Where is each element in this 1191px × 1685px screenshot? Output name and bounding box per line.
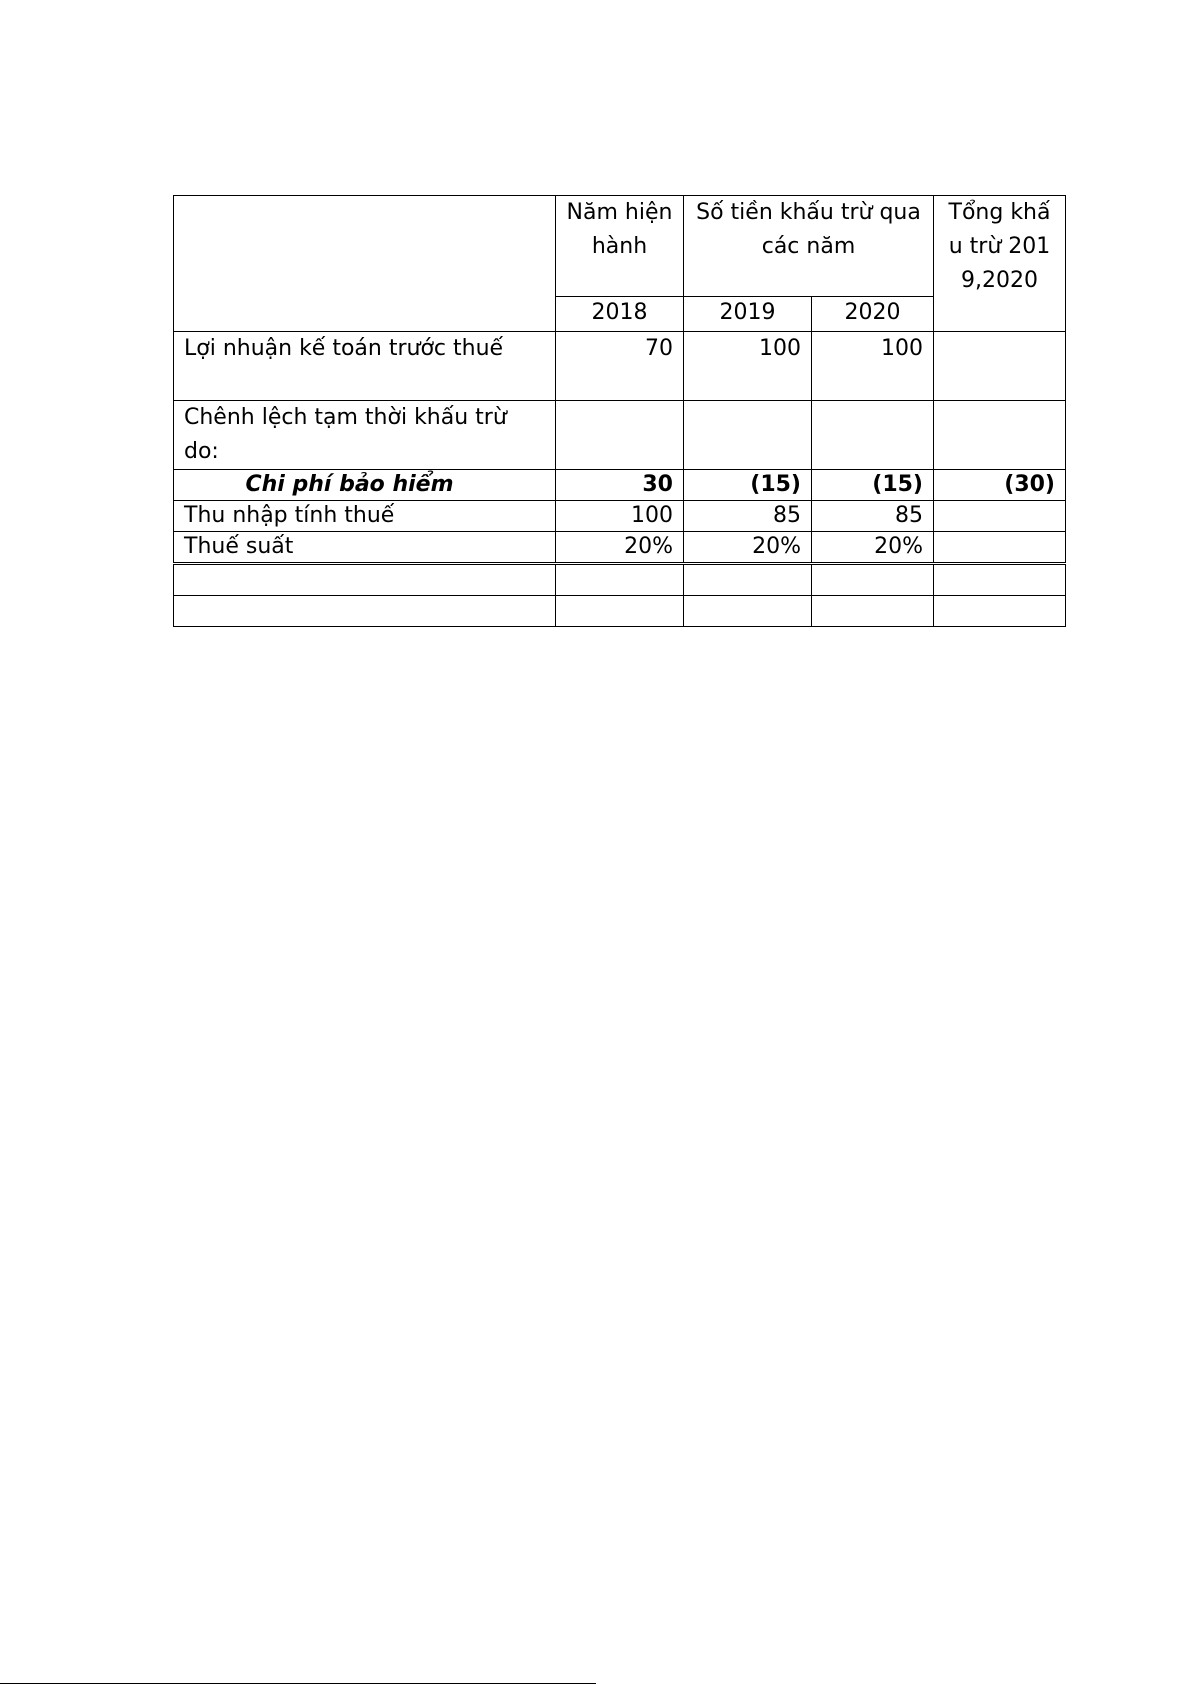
cell-total: [934, 401, 1066, 470]
cell-2018: 70: [556, 332, 684, 401]
empty-cell: [684, 564, 812, 596]
empty-cell: [174, 596, 556, 627]
cell-2018: 30: [556, 470, 684, 501]
empty-row: [174, 564, 1066, 596]
empty-cell: [556, 564, 684, 596]
table-row: [174, 532, 1066, 564]
empty-cell: [812, 564, 934, 596]
row-label: Thuế suất: [174, 532, 556, 564]
empty-cell: [934, 596, 1066, 627]
deferred-tax-table: [173, 195, 1066, 627]
cell-2020: 20%: [812, 532, 934, 564]
header-row: [174, 196, 1066, 297]
empty-row: [174, 596, 1066, 627]
cell-total: [934, 332, 1066, 401]
cell-2019: (15): [684, 470, 812, 501]
cell-total: (30): [934, 470, 1066, 501]
table-row: [174, 401, 1066, 470]
cell-2019: 85: [684, 501, 812, 532]
footnote-separator: [0, 1683, 596, 1684]
year-2019: 2019: [684, 297, 812, 332]
header-blank-cell: [174, 196, 556, 332]
row-label: Thu nhập tính thuế: [174, 501, 556, 532]
cell-2020: 85: [812, 501, 934, 532]
cell-2018: 20%: [556, 532, 684, 564]
cell-2018: 100: [556, 501, 684, 532]
header-total-deduction: Tổng khấu trừ 2019,2020: [934, 196, 1066, 332]
table-row: [174, 332, 1066, 401]
cell-2018: [556, 401, 684, 470]
empty-cell: [934, 564, 1066, 596]
header-deduction-group: Số tiền khấu trừ qua các năm: [684, 196, 934, 297]
cell-2020: (15): [812, 470, 934, 501]
cell-2019: 20%: [684, 532, 812, 564]
empty-cell: [174, 564, 556, 596]
cell-total: [934, 501, 1066, 532]
empty-cell: [556, 596, 684, 627]
empty-cell: [812, 596, 934, 627]
empty-cell: [684, 596, 812, 627]
row-label: Chênh lệch tạm thời khấu trừ do:: [174, 401, 556, 470]
cell-total: [934, 532, 1066, 564]
row-label: Chi phí bảo hiểm: [174, 470, 556, 501]
cell-2019: 100: [684, 332, 812, 401]
cell-2019: [684, 401, 812, 470]
row-label: Lợi nhuận kế toán trước thuế: [174, 332, 556, 401]
table-row: [174, 501, 1066, 532]
cell-2020: 100: [812, 332, 934, 401]
cell-2020: [812, 401, 934, 470]
year-2018: 2018: [556, 297, 684, 332]
table-row: [174, 470, 1066, 501]
header-current-year: Năm hiện hành: [556, 196, 684, 297]
year-2020: 2020: [812, 297, 934, 332]
